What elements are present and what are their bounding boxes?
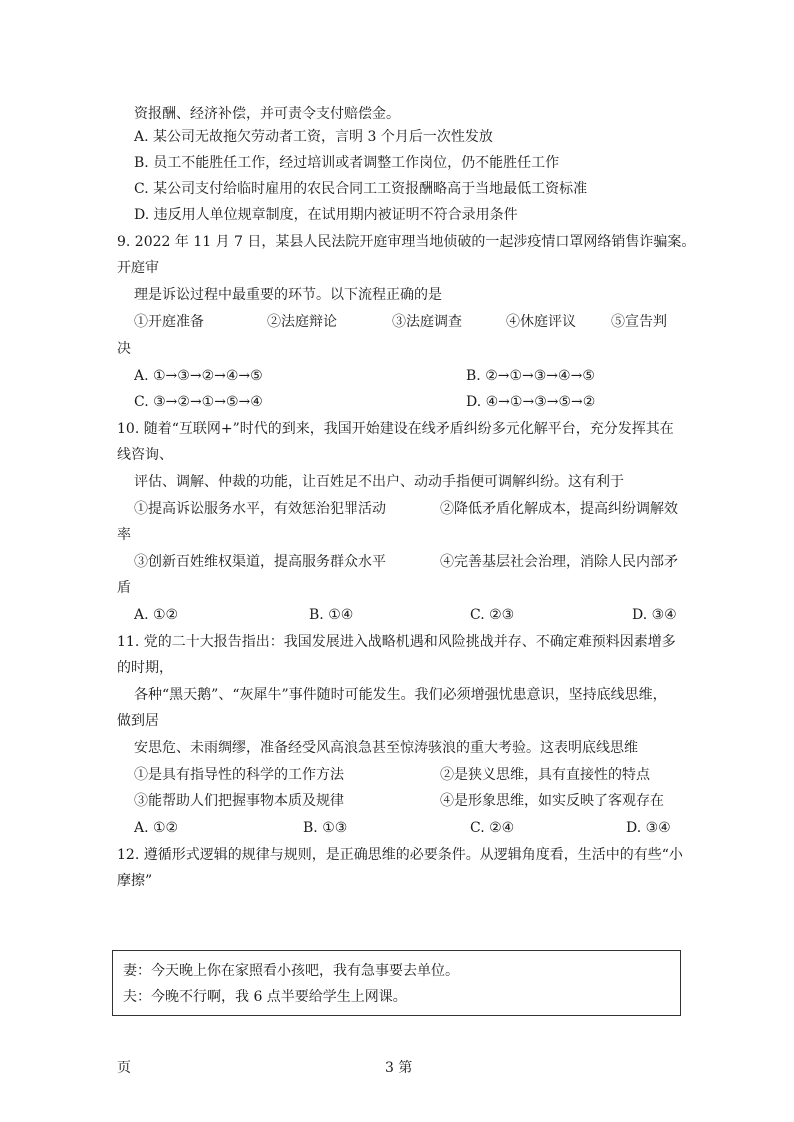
q8-stem-tail: 资报酬、经济补偿，并可责令支付赔偿金。 (134, 106, 400, 122)
q9-stem-line-3: 理是诉讼过程中最重要的环节。以下流程正确的是 (134, 287, 442, 303)
q11-stem-line-3: 各种“黑天鹅”、“灰犀牛”事件随时可能发生。我们必须增强忧患意识，坚持底线思维， (134, 687, 667, 703)
q8-option-c: C. 某公司支付给临时雇用的农民合同工工资报酬略高于当地最低工资标准 (134, 181, 588, 197)
q10-option-d: D. ③④ (632, 607, 677, 623)
q9-stem-line-1: 9. 2022 年 11 月 7 日，某县人民法院开庭审理当地侦破的一起涉疫情口罩网络销售诈骗案。 (117, 234, 696, 250)
q9-item-4: ④休庭评议 (506, 314, 576, 330)
q11-item-4: ④是形象思维，如实反映了客观存在 (440, 793, 664, 809)
q10-item-4: ④完善基层社会治理，消除人民内部矛 (440, 554, 678, 570)
q9-option-a: A. ①→③→②→④→⑤ (134, 368, 263, 384)
q10-item-3: ③创新百姓维权渠道，提高服务群众水平 (134, 554, 386, 570)
q11-option-a: A. ①② (134, 820, 179, 836)
q9-item-1: ①开庭准备 (134, 314, 204, 330)
q11-stem-line-1: 11. 党的二十大报告指出：我国发展进入战略机遇和风险挑战并存、不确定难预料因素增多 (117, 634, 676, 650)
q10-option-a: A. ①② (134, 607, 179, 623)
q8-option-d: D. 违反用人单位规章制度，在试用期内被证明不符合录用条件 (134, 207, 518, 223)
q9-item-3: ③法庭调查 (392, 314, 462, 330)
q10-item-2: ②降低矛盾化解成本，提高纠纷调解效 (440, 501, 678, 517)
q10-option-c: C. ②③ (470, 607, 515, 623)
q10-item-4-wrap: 盾 (117, 580, 131, 596)
q12-stem-line-2: 摩擦” (117, 873, 153, 889)
q11-item-3: ③能帮助人们把握事物本质及规律 (134, 793, 344, 809)
q8-option-a: A. 某公司无故拖欠劳动者工资，言明 3 个月后一次性发放 (134, 129, 493, 145)
footer-page-left: 页 (117, 1060, 131, 1076)
q12-stem-line-1: 12. 遵循形式逻辑的规律与规则，是正确思维的必要条件。从逻辑角度看，生活中的有些“小 (117, 847, 683, 863)
q11-option-c: C. ②④ (470, 820, 515, 836)
q9-stem-line-2: 开庭审 (117, 260, 159, 276)
q11-stem-line-5: 安思危、未雨绸缪，准备经受风高浪急甚至惊涛骇浪的重大考验。这表明底线思维 (134, 740, 638, 756)
q11-stem-line-2: 的时期， (117, 660, 173, 676)
dialog-husband-line: 夫：今晚不行啊，我 6 点半要给学生上网课。 (123, 989, 407, 1005)
q9-item-5: ⑤宣告判 (611, 314, 667, 330)
q9-item-2: ②法庭辩论 (267, 314, 337, 330)
q9-option-d: D. ④→①→③→⑤→② (466, 394, 596, 410)
q11-option-b: B. ①③ (303, 820, 348, 836)
footer-page-number: 3 第 (385, 1060, 413, 1076)
q8-option-b: B. 员工不能胜任工作，经过培训或者调整工作岗位，仍不能胜任工作 (134, 155, 560, 171)
q9-option-b: B. ②→①→③→④→⑤ (466, 368, 595, 384)
q10-item-2-wrap: 率 (117, 527, 131, 543)
dialog-box (112, 950, 681, 1016)
q9-item-wrap: 决 (117, 341, 131, 357)
q10-stem-line-3: 评估、调解、仲裁的功能，让百姓足不出户、动动手指便可调解纠纷。这有利于 (134, 474, 624, 490)
q10-option-b: B. ①④ (309, 607, 354, 623)
q10-item-1: ①提高诉讼服务水平，有效惩治犯罪活动 (134, 501, 386, 517)
q10-stem-line-2: 线咨询、 (117, 447, 173, 463)
q11-option-d: D. ③④ (626, 820, 671, 836)
q11-stem-line-4: 做到居 (117, 713, 159, 729)
q11-item-1: ①是具有指导性的科学的工作方法 (134, 767, 344, 783)
q10-stem-line-1: 10. 随着“互联网+”时代的到来，我国开始建设在线矛盾纠纷多元化解平台，充分发挥其在 (117, 421, 674, 437)
q9-option-c: C. ③→②→①→⑤→④ (134, 394, 263, 410)
dialog-wife-line: 妻：今天晚上你在家照看小孩吧，我有急事要去单位。 (123, 963, 459, 979)
q11-item-2: ②是狭义思维，具有直接性的特点 (440, 767, 650, 783)
